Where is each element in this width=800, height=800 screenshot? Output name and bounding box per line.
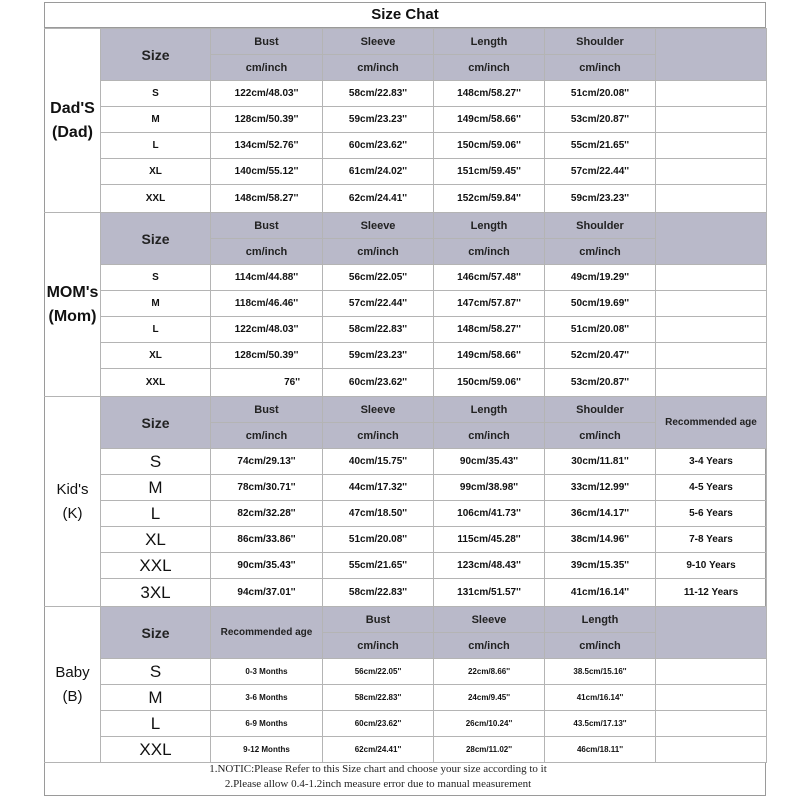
kid-group-label	[45, 397, 101, 607]
baby-header-blank	[656, 607, 767, 659]
mom-length-cell: 146cm/57.48''	[434, 265, 545, 291]
dad-sleeve-cell: 60cm/23.62''	[323, 133, 434, 159]
mom-sleeve-cell: 57cm/22.44''	[323, 291, 434, 317]
baby-size-cell: M	[101, 685, 211, 711]
dad-group-label	[45, 29, 101, 213]
mom-length-cell: 150cm/59.06''	[434, 369, 545, 397]
dad-blank-cell	[656, 107, 767, 133]
baby-blank-cell	[656, 685, 767, 711]
mom-size-header: Size	[101, 213, 211, 265]
baby-bust-cell: 58cm/22.83''	[323, 685, 434, 711]
baby-size-cell: XXL	[101, 737, 211, 763]
dad-blank-cell	[656, 185, 767, 213]
mom-shoulder-header: Shoulder	[545, 213, 656, 239]
kid-shoulder-cell: 30cm/11.81''	[545, 449, 656, 475]
dad-unit-header: cm/inch	[211, 55, 323, 81]
baby-label-code: (B)	[62, 687, 83, 705]
baby-length-cell: 38.5cm/15.16''	[545, 659, 656, 685]
baby-age-header: Recommended age	[211, 607, 323, 659]
mom-sleeve-cell: 56cm/22.05''	[323, 265, 434, 291]
dad-bust-cell: 140cm/55.12''	[211, 159, 323, 185]
mom-blank-cell	[656, 343, 767, 369]
mom-label-name: MOM's	[46, 283, 99, 301]
kid-size-cell: M	[101, 475, 211, 501]
mom-blank-cell	[656, 291, 767, 317]
baby-age-cell: 3-6 Months	[211, 685, 323, 711]
baby-size-table	[44, 606, 767, 763]
kid-age-header: Recommended age	[656, 397, 767, 449]
dad-size-cell: M	[101, 107, 211, 133]
baby-size-cell: L	[101, 711, 211, 737]
dad-sleeve-cell: 61cm/24.02''	[323, 159, 434, 185]
mom-size-cell: L	[101, 317, 211, 343]
dad-size-cell: XXL	[101, 185, 211, 213]
dad-blank-cell	[656, 159, 767, 185]
mom-shoulder-cell: 51cm/20.08''	[545, 317, 656, 343]
baby-size-header: Size	[101, 607, 211, 659]
baby-unit-header: cm/inch	[545, 633, 656, 659]
dad-blank-cell	[656, 81, 767, 107]
kid-age-cell: 9-10 Years	[656, 553, 767, 579]
dad-shoulder-cell: 59cm/23.23''	[545, 185, 656, 213]
kid-sleeve-cell: 44cm/17.32''	[323, 475, 434, 501]
mom-group-label	[45, 213, 101, 397]
baby-length-cell: 46cm/18.11''	[545, 737, 656, 763]
kid-shoulder-cell: 41cm/16.14''	[545, 579, 656, 607]
dad-length-cell: 148cm/58.27''	[434, 81, 545, 107]
mom-length-cell: 149cm/58.66''	[434, 343, 545, 369]
kid-length-cell: 115cm/45.28''	[434, 527, 545, 553]
kid-size-table	[44, 396, 767, 607]
kid-age-cell: 5-6 Years	[656, 501, 767, 527]
kid-bust-cell: 78cm/30.71''	[211, 475, 323, 501]
measurement-notes	[100, 762, 656, 796]
kid-age-cell: 3-4 Years	[656, 449, 767, 475]
mom-sleeve-cell: 58cm/22.83''	[323, 317, 434, 343]
dad-shoulder-cell: 51cm/20.08''	[545, 81, 656, 107]
kid-shoulder-cell: 39cm/15.35''	[545, 553, 656, 579]
dad-shoulder-header: Shoulder	[545, 29, 656, 55]
mom-bust-cell: 118cm/46.46''	[211, 291, 323, 317]
mom-size-cell: M	[101, 291, 211, 317]
baby-size-cell: S	[101, 659, 211, 685]
kid-sleeve-cell: 55cm/21.65''	[323, 553, 434, 579]
baby-bust-cell: 60cm/23.62''	[323, 711, 434, 737]
kid-size-cell: S	[101, 449, 211, 475]
dad-size-table	[44, 28, 767, 213]
kid-age-cell: 11-12 Years	[656, 579, 767, 607]
mom-length-cell: 148cm/58.27''	[434, 317, 545, 343]
dad-length-cell: 152cm/59.84''	[434, 185, 545, 213]
dad-unit-header: cm/inch	[545, 55, 656, 81]
baby-length-cell: 41cm/16.14''	[545, 685, 656, 711]
dad-size-header: Size	[101, 29, 211, 81]
dad-size-cell: XL	[101, 159, 211, 185]
dad-bust-cell: 148cm/58.27''	[211, 185, 323, 213]
kid-size-cell: XXL	[101, 553, 211, 579]
baby-bust-cell: 56cm/22.05''	[323, 659, 434, 685]
mom-bust-cell: 128cm/50.39''	[211, 343, 323, 369]
kid-length-cell: 90cm/35.43''	[434, 449, 545, 475]
kid-sleeve-cell: 51cm/20.08''	[323, 527, 434, 553]
kid-age-cell: 7-8 Years	[656, 527, 767, 553]
baby-blank-cell	[656, 659, 767, 685]
baby-age-cell: 9-12 Months	[211, 737, 323, 763]
kid-shoulder-cell: 36cm/14.17''	[545, 501, 656, 527]
dad-label-name: Dad'S	[50, 99, 95, 117]
baby-label-name: Baby	[55, 663, 90, 681]
kid-age-cell: 4-5 Years	[656, 475, 767, 501]
dad-bust-cell: 134cm/52.76''	[211, 133, 323, 159]
dad-length-cell: 151cm/59.45''	[434, 159, 545, 185]
mom-shoulder-cell: 50cm/19.69''	[545, 291, 656, 317]
dad-bust-cell: 128cm/50.39''	[211, 107, 323, 133]
mom-blank-cell	[656, 317, 767, 343]
kid-bust-cell: 86cm/33.86''	[211, 527, 323, 553]
dad-unit-header: cm/inch	[323, 55, 434, 81]
mom-sleeve-cell: 60cm/23.62''	[323, 369, 434, 397]
mom-sleeve-header: Sleeve	[323, 213, 434, 239]
mom-shoulder-cell: 53cm/20.87''	[545, 369, 656, 397]
dad-bust-header: Bust	[211, 29, 323, 55]
dad-blank-cell	[656, 133, 767, 159]
baby-blank-cell	[656, 737, 767, 763]
mom-unit-header: cm/inch	[323, 239, 434, 265]
kid-length-cell: 131cm/51.57''	[434, 579, 545, 607]
mom-blank-cell	[656, 265, 767, 291]
baby-length-header: Length	[545, 607, 656, 633]
kid-label-code: (K)	[62, 504, 83, 522]
dad-bust-cell: 122cm/48.03''	[211, 81, 323, 107]
dad-sleeve-header: Sleeve	[323, 29, 434, 55]
kid-shoulder-header: Shoulder	[545, 397, 656, 423]
mom-size-cell: XL	[101, 343, 211, 369]
kid-length-cell: 123cm/48.43''	[434, 553, 545, 579]
mom-blank-cell	[656, 369, 767, 397]
baby-bust-header: Bust	[323, 607, 434, 633]
baby-sleeve-cell: 26cm/10.24''	[434, 711, 545, 737]
mom-unit-header: cm/inch	[434, 239, 545, 265]
mom-size-cell: XXL	[101, 369, 211, 397]
mom-shoulder-cell: 52cm/20.47''	[545, 343, 656, 369]
mom-bust-cell: 76''	[211, 369, 323, 397]
dad-length-header: Length	[434, 29, 545, 55]
baby-group-label	[45, 607, 101, 763]
dad-header-blank	[656, 29, 767, 81]
kid-shoulder-cell: 33cm/12.99''	[545, 475, 656, 501]
baby-bust-cell: 62cm/24.41''	[323, 737, 434, 763]
kid-bust-cell: 90cm/35.43''	[211, 553, 323, 579]
mom-label-code: (Mom)	[48, 307, 97, 325]
kid-size-header: Size	[101, 397, 211, 449]
kid-label-name: Kid's	[56, 480, 89, 498]
baby-sleeve-cell: 28cm/11.02''	[434, 737, 545, 763]
dad-length-cell: 149cm/58.66''	[434, 107, 545, 133]
mom-shoulder-cell: 49cm/19.29''	[545, 265, 656, 291]
baby-sleeve-cell: 24cm/9.45''	[434, 685, 545, 711]
dad-sleeve-cell: 62cm/24.41''	[323, 185, 434, 213]
kid-size-cell: XL	[101, 527, 211, 553]
baby-unit-header: cm/inch	[434, 633, 545, 659]
mom-length-header: Length	[434, 213, 545, 239]
mom-size-cell: S	[101, 265, 211, 291]
dad-shoulder-cell: 53cm/20.87''	[545, 107, 656, 133]
mom-sleeve-cell: 59cm/23.23''	[323, 343, 434, 369]
dad-unit-header: cm/inch	[434, 55, 545, 81]
kid-sleeve-cell: 58cm/22.83''	[323, 579, 434, 607]
mom-bust-cell: 122cm/48.03''	[211, 317, 323, 343]
dad-sleeve-cell: 59cm/23.23''	[323, 107, 434, 133]
baby-length-cell: 43.5cm/17.13''	[545, 711, 656, 737]
dad-sleeve-cell: 58cm/22.83''	[323, 81, 434, 107]
kid-unit-header: cm/inch	[434, 423, 545, 449]
mom-size-table	[44, 212, 767, 397]
kid-length-cell: 106cm/41.73''	[434, 501, 545, 527]
kid-bust-cell: 82cm/32.28''	[211, 501, 323, 527]
dad-size-cell: S	[101, 81, 211, 107]
dad-size-cell: L	[101, 133, 211, 159]
baby-blank-cell	[656, 711, 767, 737]
kid-size-cell: 3XL	[101, 579, 211, 607]
baby-sleeve-cell: 22cm/8.66''	[434, 659, 545, 685]
note-line-2: 2.Please allow 0.4-1.2inch measure error due to manual measurement	[224, 778, 532, 790]
kid-size-cell: L	[101, 501, 211, 527]
mom-unit-header: cm/inch	[545, 239, 656, 265]
mom-length-cell: 147cm/57.87''	[434, 291, 545, 317]
kid-unit-header: cm/inch	[323, 423, 434, 449]
chart-title: Size Chat	[44, 2, 766, 28]
kid-shoulder-cell: 38cm/14.96''	[545, 527, 656, 553]
kid-bust-header: Bust	[211, 397, 323, 423]
kid-bust-cell: 74cm/29.13''	[211, 449, 323, 475]
mom-bust-header: Bust	[211, 213, 323, 239]
kid-sleeve-cell: 40cm/15.75''	[323, 449, 434, 475]
baby-age-cell: 0-3 Months	[211, 659, 323, 685]
dad-shoulder-cell: 55cm/21.65''	[545, 133, 656, 159]
kid-sleeve-cell: 47cm/18.50''	[323, 501, 434, 527]
mom-unit-header: cm/inch	[211, 239, 323, 265]
kid-bust-cell: 94cm/37.01''	[211, 579, 323, 607]
kid-sleeve-header: Sleeve	[323, 397, 434, 423]
kid-unit-header: cm/inch	[545, 423, 656, 449]
dad-shoulder-cell: 57cm/22.44''	[545, 159, 656, 185]
mom-header-blank	[656, 213, 767, 265]
baby-unit-header: cm/inch	[323, 633, 434, 659]
baby-age-cell: 6-9 Months	[211, 711, 323, 737]
kid-length-header: Length	[434, 397, 545, 423]
dad-label-code: (Dad)	[52, 123, 93, 141]
baby-sleeve-header: Sleeve	[434, 607, 545, 633]
kid-length-cell: 99cm/38.98''	[434, 475, 545, 501]
mom-bust-cell: 114cm/44.88''	[211, 265, 323, 291]
dad-length-cell: 150cm/59.06''	[434, 133, 545, 159]
note-line-1: 1.NOTIC:Please Refer to this Size chart and choose your size according to it	[209, 763, 547, 775]
kid-unit-header: cm/inch	[211, 423, 323, 449]
